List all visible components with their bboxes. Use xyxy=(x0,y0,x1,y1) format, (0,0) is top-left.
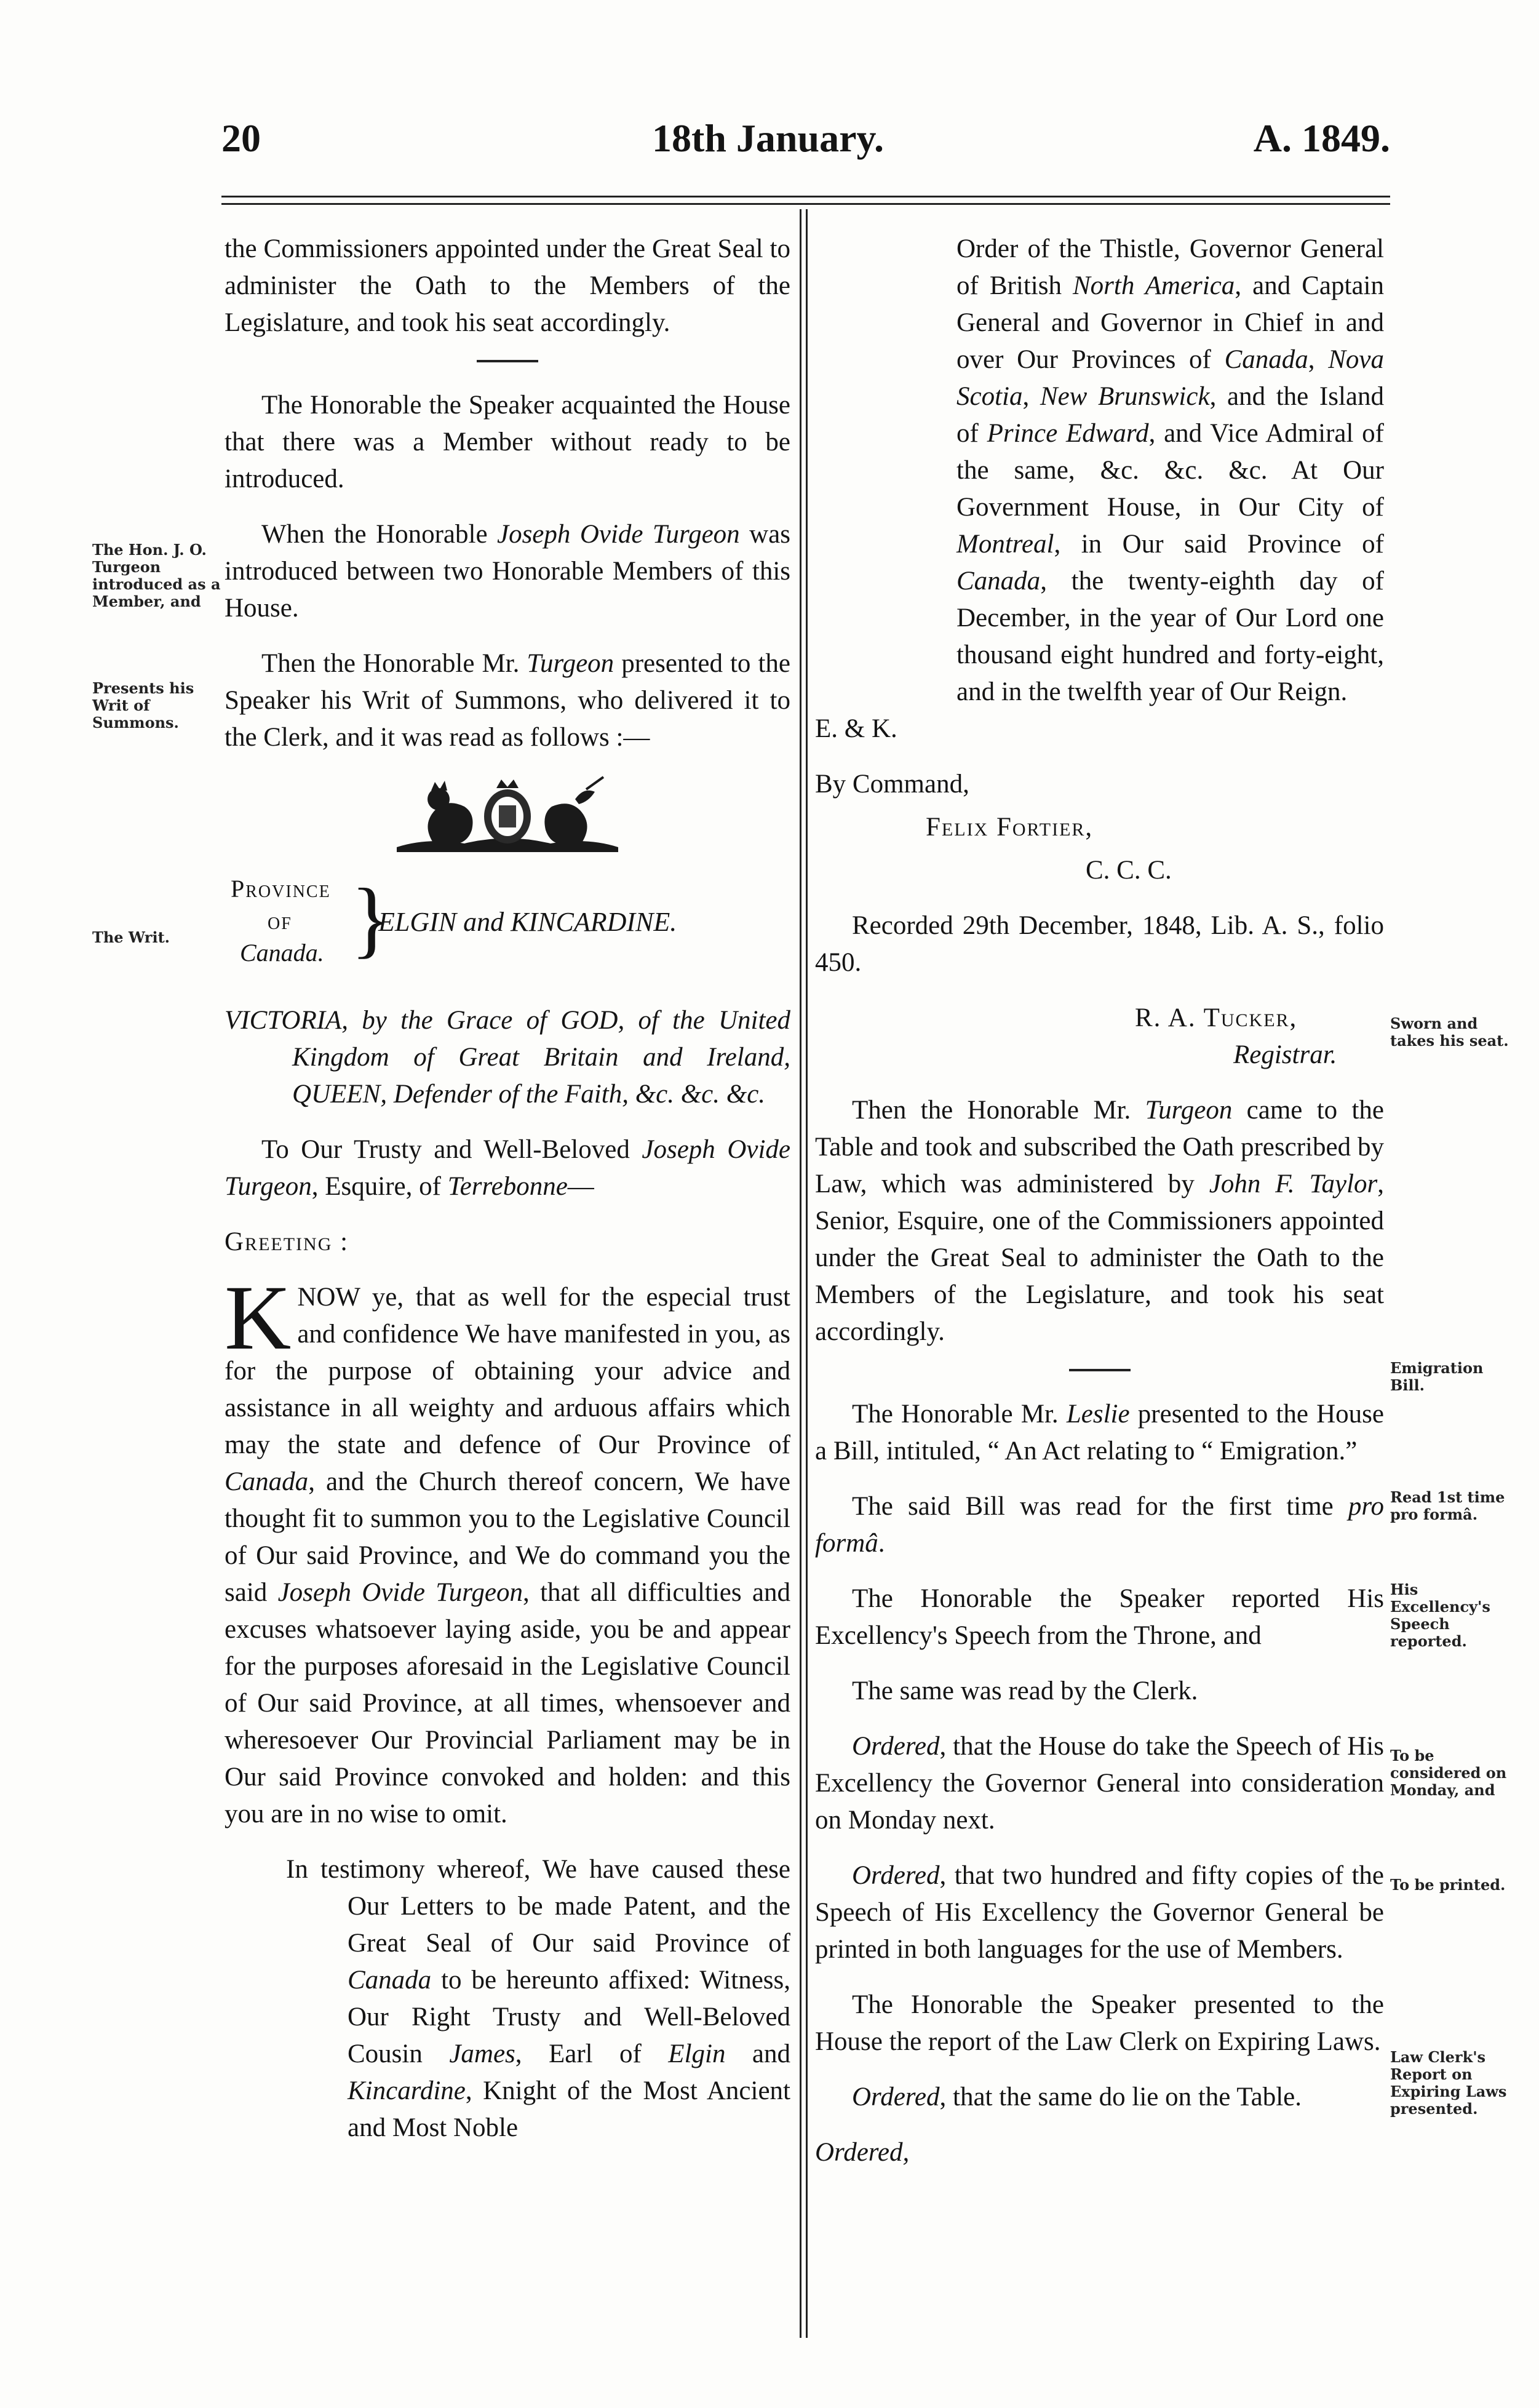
registrar-name: R. A. Tucker, xyxy=(1135,1003,1298,1032)
header-year: A. 1849. xyxy=(1253,116,1390,160)
left-column xyxy=(225,231,790,2165)
right-paragraph-first-reading: The said Bill was read for the first time pro formâ. xyxy=(815,1492,1384,1558)
left-paragraph-commissioners: the Commissioners appointed under the Great Seal to administer the Oath to the Members of the Legislature, and took his seat accordingly. xyxy=(225,234,790,337)
province-district: ELGIN and KINCARDINE. xyxy=(378,907,677,937)
province-label: Province of Canada. xyxy=(231,875,331,967)
writ-body: KNOW ye, that as well for the especial trust and confidence We have manifested in you, as for the purpose of obtaining your advice and assistance in all weighty and arduous affairs which may the state and defence of Our Province of Canada, and the Church thereof concern, We have thought fit to summon you to the Legislative Council of Our said Province, and We do command you the said Joseph Ovide Turgeon, that all difficulties and excuses whatsoever laying aside, you be and appear for the purposes aforesaid in the Legislative Council of Our said Province, at all times, whensoever and wheresoever Our Provincial Parliament may be in Our said Province convoked and holden: and this you are in no wise to omit. xyxy=(225,1267,790,1828)
drop-cap: K xyxy=(225,1267,292,1369)
header-date: 18th January. xyxy=(652,116,884,160)
header-rule-bottom xyxy=(221,203,1390,205)
left-paragraph-writ-presented: Then the Honorable Mr. Turgeon presented to the Speaker his Writ of Summons, who delivered it to the Clerk, and it was read as follows :— xyxy=(225,649,790,752)
right-paragraph-sworn: Then the Honorable Mr. Turgeon came to the Table and took and subscribed the Oath prescribed by Law, which was administered by John F. Taylor, Senior, Esquire, one of the Commissioners appointed under the Great Seal to administer the Oath to the Members of the Legislature, and took his seat accordingly. xyxy=(815,1096,1384,1346)
writ-proclamation-continued: Order of the Thistle, Governor General of British North America, and Captain General and Governor in Chief in and over Our Provinces of Canada, Nova Scotia, New Brunswick, and the Island of Prince Edward, and Vice Admiral of the same, &c. &c. &c. At Our Government House, in Our City of Montreal, in Our said Province of Canada, the twenty-eighth day of December, in the year of Our Lord one thousand eight hundred and forty-eight, and in the twelfth year of Our Reign. xyxy=(956,234,1385,706)
recorded-note: Recorded 29th December, 1848, Lib. A. S., folio 450. xyxy=(815,911,1384,977)
margin-note-to-be-considered: To be considered on Monday, and xyxy=(1390,1747,1507,1799)
right-paragraph-order-consider: Ordered, that the House do take the Speech of His Excellency the Governor General into consideration on Monday next. xyxy=(815,1732,1384,1835)
right-paragraph-emigration-bill: The Honorable Mr. Leslie presented to the House a Bill, intituled, “ An Act relating to “ Emigration.” xyxy=(815,1400,1384,1465)
left-paragraph-introduced: When the Honorable Joseph Ovide Turgeon was introduced between two Honorable Members of this House. xyxy=(225,520,790,623)
column-divider-right xyxy=(806,209,808,2338)
registrar-title: Registrar. xyxy=(1233,1040,1337,1069)
margin-note-first-reading: Read 1st time pro formâ. xyxy=(1390,1488,1505,1523)
margin-note-law-clerk-report: Law Clerk's Report on Expiring Laws presented. xyxy=(1390,2048,1507,2118)
catchword: Ordered, xyxy=(815,2138,910,2167)
right-paragraph-order-print: Ordered, that two hundred and fifty copies of the Speech of His Excellency the Governor General be printed in both languages for the use of Members. xyxy=(815,1861,1384,1964)
right-column xyxy=(815,231,1384,2190)
writ-royal-style: VICTORIA, by the Grace of GOD, of the United Kingdom of Great Britain and Ireland, QUEEN, Defender of the Faith, &c. &c. &c. xyxy=(225,1006,790,1109)
page-number: 20 xyxy=(221,116,261,160)
margin-note-introduced: The Hon. J. O. Turgeon introduced as a Member, and xyxy=(92,541,221,610)
writ-province-heading xyxy=(225,873,790,978)
page-header xyxy=(221,116,1390,165)
column-divider-left xyxy=(800,209,801,2338)
section-rule xyxy=(477,360,538,362)
right-paragraph-law-clerk: The Honorable the Speaker presented to the House the report of the Law Clerk on Expiring Laws. xyxy=(815,1990,1384,2056)
left-paragraph-speaker-acquainted: The Honorable the Speaker acquainted the House that there was a Member without ready to be introduced. xyxy=(225,391,790,493)
margin-note-presents-writ: Presents his Writ of Summons. xyxy=(92,679,194,732)
right-paragraph-read-by-clerk: The same was read by the Clerk. xyxy=(852,1676,1198,1705)
by-command: By Command, xyxy=(815,770,969,799)
writ-greeting: Greeting : xyxy=(225,1227,349,1256)
brace-glyph: } xyxy=(351,871,392,967)
header-rule-top xyxy=(221,196,1390,197)
right-paragraph-speech-reported: The Honorable the Speaker reported His Excellency's Speech from the Throne, and xyxy=(815,1584,1384,1650)
royal-coat-of-arms-icon xyxy=(391,775,624,855)
margin-note-sworn: Sworn and takes his seat. xyxy=(1390,1015,1509,1050)
margin-note-speech-reported: His Excellency's Speech reported. xyxy=(1390,1581,1490,1650)
signature-initials: E. & K. xyxy=(815,714,897,743)
margin-note-the-writ: The Writ. xyxy=(92,928,170,946)
margin-note-emigration-bill: Emigration Bill. xyxy=(1390,1359,1484,1394)
right-paragraph-order-table: Ordered, that the same do lie on the Table. xyxy=(852,2083,1302,2111)
margin-note-to-be-printed: To be printed. xyxy=(1390,1876,1506,1894)
signatory-name: Felix Fortier, xyxy=(926,813,1094,842)
signatory-title: C. C. C. xyxy=(1086,856,1172,885)
writ-testimony: In testimony whereof, We have caused these Our Letters to be made Patent, and the Great Seal of Our said Province of Canada to be hereunto affixed: Witness, Our Right Trusty and Well-Beloved Cousin James, Earl of Elgin and Kincardine, Knight of the Most Ancient and Most Noble xyxy=(286,1855,790,2142)
section-rule xyxy=(1069,1369,1131,1371)
writ-addressee: To Our Trusty and Well-Beloved Joseph Ovide Turgeon, Esquire, of Terrebonne— xyxy=(225,1135,790,1201)
